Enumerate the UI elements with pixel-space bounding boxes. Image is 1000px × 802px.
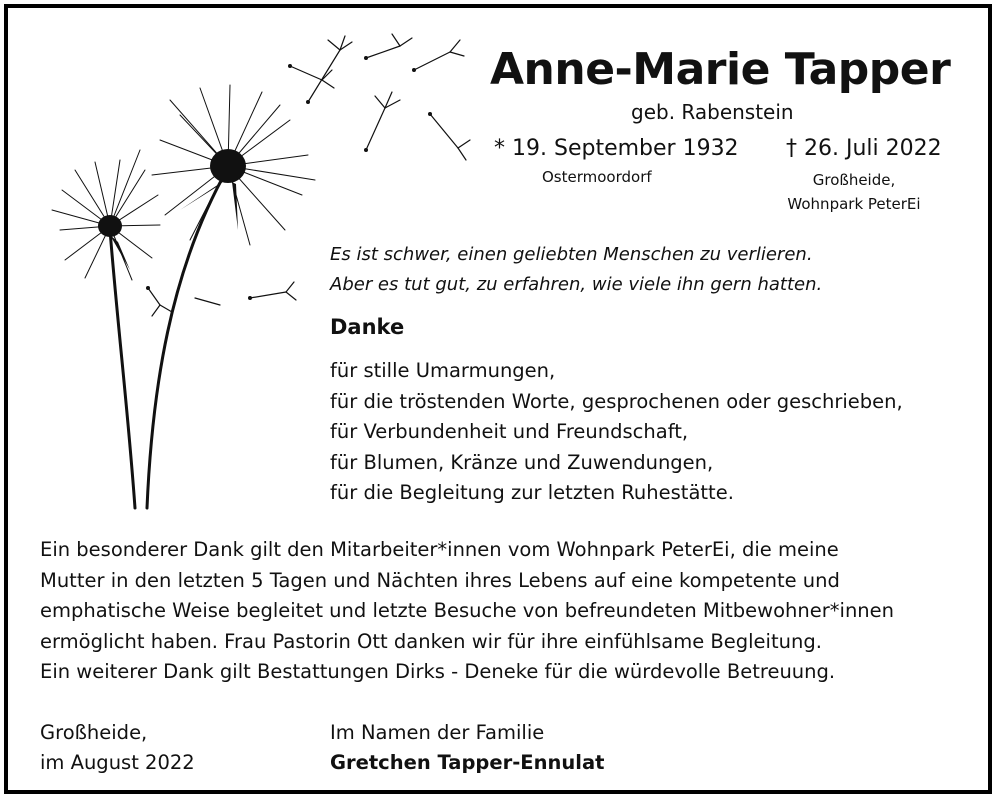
paragraph-line: Ein besonderer Dank gilt den Mitarbeiter*innen vom Wohnpark PeterEi, die meine	[40, 538, 839, 561]
death-date: † 26. Juli 2022	[786, 136, 942, 161]
thanks-item: für Blumen, Kränze und Zuwendungen,	[330, 450, 714, 474]
thanks-item: für die Begleitung zur letzten Ruhestätte.	[330, 481, 734, 504]
signature-block	[330, 718, 604, 778]
death-place-line: Wohnpark PeterEi	[787, 195, 921, 213]
quote-line: Es ist schwer, einen geliebten Menschen zu verlieren.	[330, 244, 813, 265]
paragraph-line: emphatische Weise begleitet und letzte Besuche von befreundeten Mitbewohner*innen	[40, 599, 895, 622]
on-behalf-label: Im Namen der Familie	[330, 721, 545, 744]
paragraph-line: Mutter in den letzten 5 Tagen und Nächten ihres Lebens auf eine kompetente und	[40, 568, 840, 592]
thanks-item: für die tröstenden Worte, gesprochenen oder geschrieben,	[330, 389, 903, 413]
footer-place: Großheide,	[40, 721, 148, 744]
acknowledgement-paragraph	[40, 535, 894, 688]
birth-date: * 19. September 1932	[494, 136, 739, 161]
thanks-item: für stille Umarmungen,	[330, 359, 556, 382]
thanks-heading: Danke	[330, 315, 405, 339]
signer-name: Gretchen Tapper-Ennulat	[330, 751, 605, 774]
footer-date: im August 2022	[40, 751, 195, 774]
thanks-list	[330, 356, 903, 509]
quote-line: Aber es tut gut, zu erfahren, wie viele ihn gern hatten.	[330, 274, 823, 295]
paragraph-line: Ein weiterer Dank gilt Bestattungen Dirks - Deneke für die würdevolle Betreuung.	[40, 660, 836, 683]
death-place	[784, 168, 924, 216]
quote	[330, 240, 822, 300]
birth-place: Ostermoordorf	[542, 168, 652, 186]
birth-name: geb. Rabenstein	[631, 100, 794, 124]
paragraph-line: ermöglicht haben. Frau Pastorin Ott danken wir für ihre einfühlsame Begleitung.	[40, 629, 822, 653]
thanks-item: für Verbundenheit und Freundschaft,	[330, 420, 689, 443]
deceased-name: Anne-Marie Tapper	[490, 44, 951, 95]
death-place-line: Großheide,	[812, 171, 896, 189]
place-and-date	[40, 718, 195, 778]
